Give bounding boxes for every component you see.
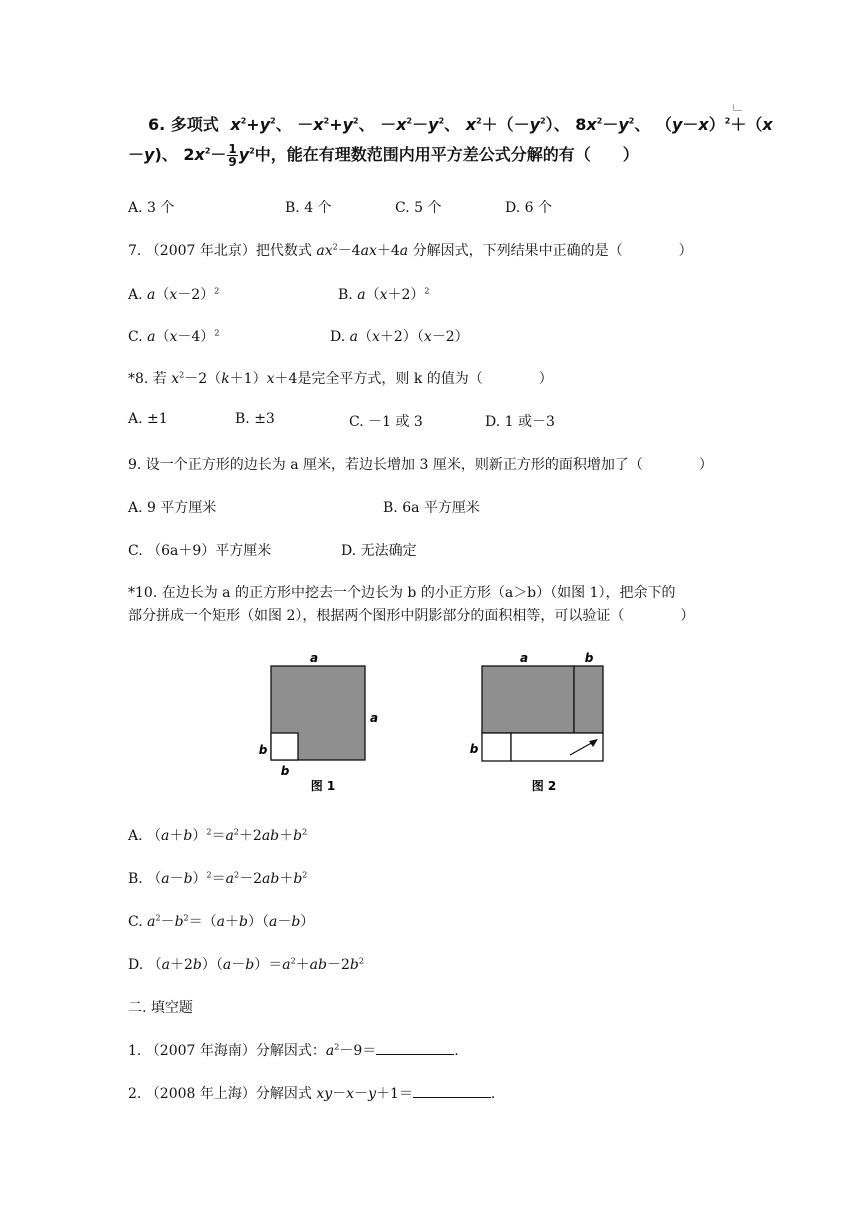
q6-stem-prefix: 6. 多项式 <box>148 115 219 134</box>
q6-option-d: D. 6 个 <box>505 200 552 216</box>
corner-mark <box>733 104 742 111</box>
q6-option-a: A. 3 个 <box>128 200 175 216</box>
q6-term-5: $8x^2-y^2$ <box>575 115 635 134</box>
fig1-label-bottom: b <box>280 764 290 778</box>
q10-option-d: D. $(a+2b)(a-b)=a^2+ab-2b^2$ <box>128 956 364 973</box>
q10-option-c: C. $a^2-b^2=(a+b)(a-b)$ <box>128 913 315 930</box>
fill-q2-blank <box>413 1085 491 1098</box>
q7-option-c: C. $a(x-4)^2$ <box>128 328 220 345</box>
q10-stem-line2: 部分拼成一个矩形（如图 2），根据两个图形中阴影部分的面积相等，可以验证（ ） <box>128 608 695 624</box>
q6-option-c: C. 5 个 <box>395 200 442 216</box>
q6-fraction: $\frac{1}{9}$ <box>228 142 237 169</box>
fig2-caption: 图 2 <box>531 779 557 793</box>
fig2-label-left: b <box>469 742 479 756</box>
q9-option-d: D. 无法确定 <box>341 543 417 559</box>
q10-option-b: B. $(a-b)^2=a^2-2ab+b^2$ <box>128 870 308 887</box>
fig2-label-a: a <box>519 651 529 665</box>
figure-1 <box>250 648 390 798</box>
q8-option-c: C. －1 或 3 <box>349 414 423 430</box>
q6-term-3: $-x^2-y^2$ <box>380 115 445 134</box>
q6-stem-line1: 6. 多项式 $x^2+y^2$、 $-x^2+y^2$、 $-x^2-y^2$、 $x^2+(-y^2)$、 $8x^2-y^2$、 $(y-x)^2+(x$ <box>148 115 773 134</box>
q8-option-b: B. ±3 <box>235 411 275 427</box>
fig1-label-right: a <box>369 711 379 725</box>
fig1-label-left: b <box>258 743 268 757</box>
q10-stem-line1: *10. 在边长为 a 的正方形中挖去一个边长为 b 的小正方形（a＞b）（如图 1），把余下的 <box>128 585 676 601</box>
q6-term-4: $x^2+(-y^2)$ <box>465 115 554 134</box>
q6-frac-term: $2x^2-$ $\frac{1}{9}$ $y^2$ <box>183 142 255 169</box>
q7-stem: 7. （2007 年北京）把代数式 $ax^2-4ax+4a$ 分解因式，下列结果中正确的是（ ） <box>128 242 693 259</box>
fig2-small-square <box>482 733 511 761</box>
section2-title: 二. 填空题 <box>128 1000 193 1016</box>
fig2-bottom-strip <box>511 733 603 761</box>
fill-q1-blank <box>376 1042 454 1055</box>
q6-option-b: B. 4 个 <box>285 200 332 216</box>
fig2-shaded-strip <box>574 666 603 733</box>
q9-option-a: A. 9 平方厘米 <box>128 500 217 516</box>
q9-option-b: B. 6a 平方厘米 <box>383 500 480 516</box>
fill-q1: 1. （2007 年海南）分解因式：$a^2-9=$ . <box>128 1042 459 1059</box>
q6-term-6: $(y-x)^2+(x$ <box>655 115 773 134</box>
q8-option-a: A. ±1 <box>128 411 168 427</box>
q7-expression: $ax^2-4ax+4a$ <box>316 242 409 259</box>
fig1-label-top: a <box>309 651 319 665</box>
q6-term-2: $-x^2+y^2$ <box>297 115 359 134</box>
fig2-shaded-main <box>482 666 574 733</box>
q6-stem-end: 中，能在有理数范围内用平方差公式分解的有（ ） <box>254 145 639 164</box>
fig1-small-square <box>271 733 298 760</box>
q7-option-a: A. $a(x-2)^2$ <box>128 286 220 303</box>
q7-option-d: D. a（x＋2）（x－2） <box>330 329 469 345</box>
q9-stem: 9. 设一个正方形的边长为 a 厘米，若边长增加 3 厘米，则新正方形的面积增加了（ ） <box>128 457 713 473</box>
q10-option-a: A. $(a+b)^2=a^2+2ab+b^2$ <box>128 827 308 844</box>
q6-term-1: $x^2+y^2$ <box>230 115 276 134</box>
q6-stem-line2: －y)、 $2x^2-$ $\frac{1}{9}$ $y^2$中，能在有理数范围内用平方差公式分解的有（ ） <box>128 142 639 169</box>
q7-option-b: B. $a(x+2)^2$ <box>338 286 430 303</box>
q8-stem: *8. 若 $x^2-2(k+1)x+4$是完全平方式，则 k 的值为（ ） <box>128 370 553 387</box>
figure-2 <box>462 648 612 798</box>
fill-q2: 2. （2008 年上海）分解因式 xy－x－y＋1＝ . <box>128 1086 496 1102</box>
fig1-caption: 图 1 <box>310 779 336 793</box>
q9-option-c: C. （6a＋9）平方厘米 <box>128 543 272 559</box>
q8-option-d: D. 1 或－3 <box>485 414 555 430</box>
fig2-label-b: b <box>584 651 594 665</box>
